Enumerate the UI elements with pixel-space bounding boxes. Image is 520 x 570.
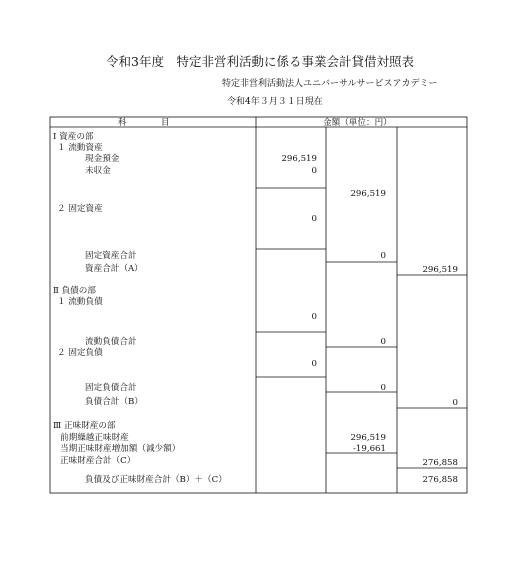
value-prior-net-assets: 296,519 [350,433,386,443]
label-fixed-assets: ２ 固定資産 [57,204,103,214]
value-current-liabilities: 0 [311,312,317,322]
as-of-date: 令和4年３月３１日現在 [227,97,323,107]
value-current-assets-total: 296,519 [350,189,386,199]
value-fixed-liabilities-total: 0 [380,383,386,393]
value-fixed-assets: 0 [311,214,317,224]
header-amount: 金額（単位：円） [323,118,392,128]
label-liabilities-total: 負債合計（B） [85,397,143,407]
label-cash: 現金預金 [85,154,120,164]
label-current-liabilities: １ 流動負債 [57,297,103,307]
value-current-liabilities-total: 0 [380,337,386,347]
value-net-assets-total: 276,858 [422,458,458,468]
value-fixed-assets-total: 0 [380,251,386,261]
value-net-change: -19,661 [353,444,386,454]
label-prior-net-assets: 前期繰越正味財産 [60,433,129,443]
section-net-assets: Ⅲ 正味財産の部 [53,421,116,431]
value-fixed-liabilities: 0 [311,359,317,369]
label-net-assets-total: 正味財産合計（C） [60,456,136,466]
value-assets-total: 296,519 [422,265,458,275]
label-fixed-assets-total: 固定資産合計 [85,251,137,261]
value-liabilities-total: 0 [452,398,458,408]
label-current-liabilities-total: 流動負債合計 [85,337,137,347]
value-grand-total: 276,858 [422,475,458,485]
label-current-assets: １ 流動資産 [57,143,103,153]
page-title: 令和3年度 特定非営利活動に係る事業会計貸借対照表 [106,54,414,69]
label-fixed-liabilities: ２ 固定負債 [57,348,103,358]
label-fixed-liabilities-total: 固定負債合計 [85,383,137,393]
header-account: 科 目 [118,118,170,128]
label-net-change: 当期正味財産増加額（減少額） [60,444,181,454]
value-cash: 296,519 [281,154,317,164]
label-receivable: 未収金 [85,166,111,176]
label-grand-total: 負債及び正味財産合計（B）＋（C） [85,475,227,485]
section-assets: Ⅰ 資産の部 [53,132,94,142]
value-receivable: 0 [311,166,317,176]
label-assets-total: 資産合計（A） [85,264,143,274]
organization-name: 特定非営利活動法人ユニバーサルサービスアカデミー [222,79,438,89]
section-liabilities: Ⅱ 負債の部 [53,286,96,296]
